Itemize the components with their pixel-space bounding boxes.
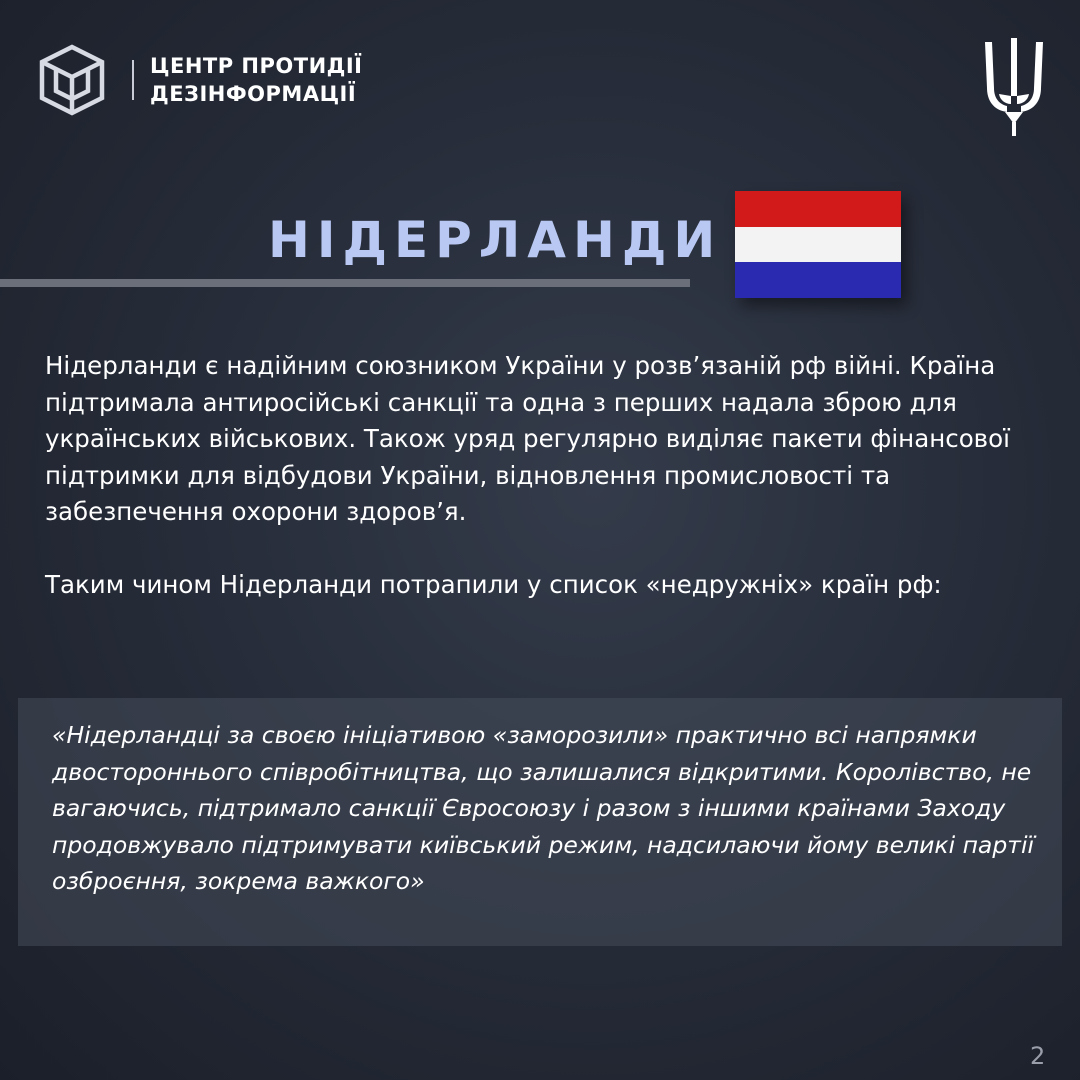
body-paragraph-2: Таким чином Нідерланди потрапили у список «недружніх» країн рф: [45,569,942,599]
title-underline [0,279,690,287]
page-number: 2 [1030,1042,1046,1070]
ukrainian-trident-icon [983,38,1045,136]
organization-name [150,52,362,108]
organization-name-line1: ЦЕНТР ПРОТИДІЇ [150,54,363,78]
organization-name-line2: ДЕЗІНФОРМАЦІЇ [150,82,357,106]
flag-stripe-white [735,227,901,263]
flag-stripe-red [735,191,901,227]
logo-divider [132,60,134,100]
impossible-cube-logo-icon [36,44,108,116]
header [36,44,362,116]
quote-text: «Нідерландці за своєю ініціативою «заморозили» практично всі напрямки двостороннього співробітництва, що залишалися відкритими. Королівство, не вагаючись, підтримало санкції Євросоюзу і разом з іншими країнами Заходу продовжувало підтримувати київський режим, надсилаючи йому великі партії озброєння, зокрема важкого» [52,721,1034,895]
page-title: НІДЕРЛАНДИ [268,211,723,269]
netherlands-flag [735,191,901,298]
body-text [45,348,1055,603]
flag-stripe-blue [735,262,901,298]
body-paragraph-1: Нідерланди є надійним союзником України у розв’язаній рф війні. Країна підтримала антиросійські санкції та одна з перших надала зброю для українських військових. Також уряд регулярно виділяє пакети фінансової підтримки для відбудови України, відновлення промисловості та забезпечення охорони здоров’я. [45,351,1010,526]
